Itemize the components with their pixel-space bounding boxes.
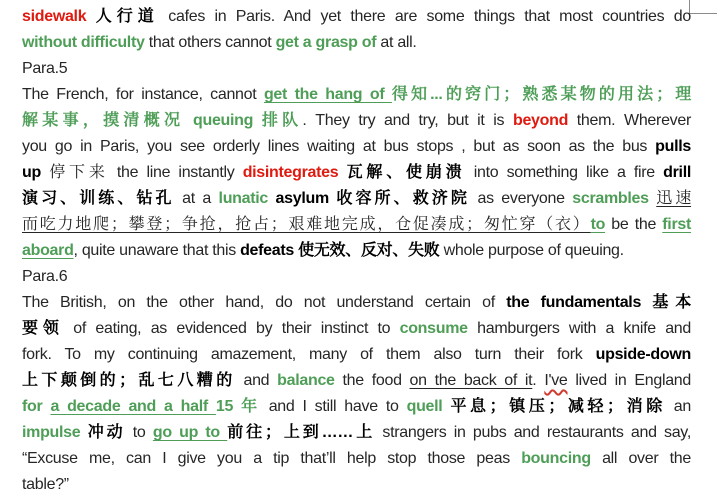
text-run: Para.6: [22, 268, 68, 285]
text-run: and: [235, 372, 278, 389]
text-run: Para.5: [22, 60, 68, 77]
text-run: strangers in pubs and restaurants and say,: [375, 424, 691, 441]
text-run: all over the: [590, 450, 691, 467]
text-run: 人行道: [86, 8, 169, 25]
text-run: 要领: [22, 320, 64, 337]
text-run: without difficulty: [22, 34, 145, 51]
text-line: [22, 420, 691, 446]
text-line: [22, 342, 691, 368]
text-run: fork. To my continuing amazement, many of them also turn their fork: [22, 346, 596, 363]
text-run: for: [22, 398, 43, 415]
text-line: [22, 316, 691, 342]
text-line: [22, 108, 691, 134]
text-run: go up to: [152, 424, 228, 441]
text-run: bouncing: [521, 450, 591, 467]
text-run: upside-down: [595, 346, 691, 363]
text-run: them. Wherever: [568, 112, 691, 129]
text-run: a decade and a half: [50, 398, 216, 415]
text-run: that others cannot: [144, 34, 276, 51]
text-run: 得知...的窍门；熟悉某物的用法；理: [391, 86, 692, 103]
text-run: . They try and try, but it is: [302, 112, 513, 129]
text-run: beyond: [512, 112, 569, 129]
text-run: on the back of it: [409, 372, 533, 389]
text-line: [22, 212, 691, 238]
text-run: up: [22, 164, 41, 181]
text-line: [22, 368, 691, 394]
text-run: asylum 收容所、救济院: [275, 190, 470, 207]
text-run: 前往；上到……上: [227, 424, 376, 441]
text-run: hamburgers with a knife and: [467, 320, 691, 337]
text-line: [22, 30, 691, 56]
text-run: .: [532, 372, 545, 389]
text-run: whole purpose of queuing.: [439, 242, 624, 259]
text-run: an: [665, 398, 691, 415]
text-line: [22, 446, 691, 472]
text-run: 冲动: [87, 424, 126, 441]
text-run: 上下颠倒的；乱七八糟的: [22, 372, 236, 389]
spellcheck-flagged-text: I've: [544, 372, 568, 389]
text-run: the food: [334, 372, 410, 389]
text-run: at all.: [376, 34, 417, 51]
text-run: defeats 使无效、反对、失败: [240, 242, 440, 259]
text-run: 解某事，摸清概况 queuing 排队: [22, 112, 303, 129]
text-run: 演习、训练、钻孔: [22, 190, 175, 207]
text-run: 而吃力地爬；攀登；争抢，抢占；艰难地完成，仓促凑成；匆忙穿（衣）: [22, 216, 591, 233]
text-run: lunatic: [218, 190, 269, 207]
text-run: 平息；镇压；减轻；消除: [450, 398, 666, 415]
text-run: sidewalk: [22, 8, 87, 25]
text-run: The French, for instance, cannot: [22, 86, 264, 103]
text-run: [268, 190, 276, 207]
text-run: first: [662, 216, 691, 233]
text-run: get a grasp of: [275, 34, 377, 51]
text-line: [22, 472, 691, 498]
text-line: [22, 186, 691, 212]
text-run: The British, on the other hand, do not understand certain of: [22, 294, 507, 311]
text-run: balance: [277, 372, 335, 389]
text-run: drill: [663, 164, 691, 181]
document-text: [22, 4, 691, 498]
text-run: 停下来 the line instantly: [40, 164, 243, 181]
text-run: scrambles: [572, 190, 649, 207]
text-run: and I still have to: [260, 398, 407, 415]
text-line: [22, 160, 691, 186]
text-run: the fundamentals 基本: [506, 294, 691, 311]
text-run: lived in England: [567, 372, 691, 389]
text-line: [22, 238, 691, 264]
text-run: into something like a fire: [465, 164, 664, 181]
text-run: be the: [605, 216, 663, 233]
text-run: get the hang of: [263, 86, 392, 103]
text-run: quell: [406, 398, 443, 415]
text-line: [22, 394, 691, 420]
text-line: [22, 290, 691, 316]
text-run: 迅速: [656, 190, 692, 207]
text-run: to: [125, 424, 153, 441]
text-line: [22, 4, 691, 30]
text-run: aboard: [22, 242, 74, 259]
text-run: you go in Paris, you see orderly lines waiting at bus stops , but as soon as the bus: [22, 138, 656, 155]
text-run: pulls: [655, 138, 691, 155]
text-line: [22, 134, 691, 160]
text-run: [80, 424, 87, 441]
text-run: 15 年: [215, 398, 261, 415]
text-line: [22, 264, 691, 290]
text-run: at a: [174, 190, 219, 207]
text-run: of eating, as evidenced by their instinct to: [63, 320, 400, 337]
text-run: disintegrates: [242, 164, 339, 181]
text-run: , quite unaware that this: [73, 242, 241, 259]
text-run: consume: [399, 320, 468, 337]
text-run: as everyone: [469, 190, 573, 207]
text-run: table?”: [22, 476, 69, 493]
comment-box-fragment: [689, 0, 717, 14]
text-run: cafes in Paris. And yet there are some things that most countries do: [168, 8, 691, 25]
text-run: to: [590, 216, 606, 233]
text-run: impulse: [22, 424, 81, 441]
text-run: “Excuse me, can I give you a tip that’ll help stop those peas: [22, 450, 522, 467]
text-line: [22, 82, 691, 108]
text-line: [22, 56, 691, 82]
text-run: 瓦解、使崩溃: [338, 164, 466, 181]
